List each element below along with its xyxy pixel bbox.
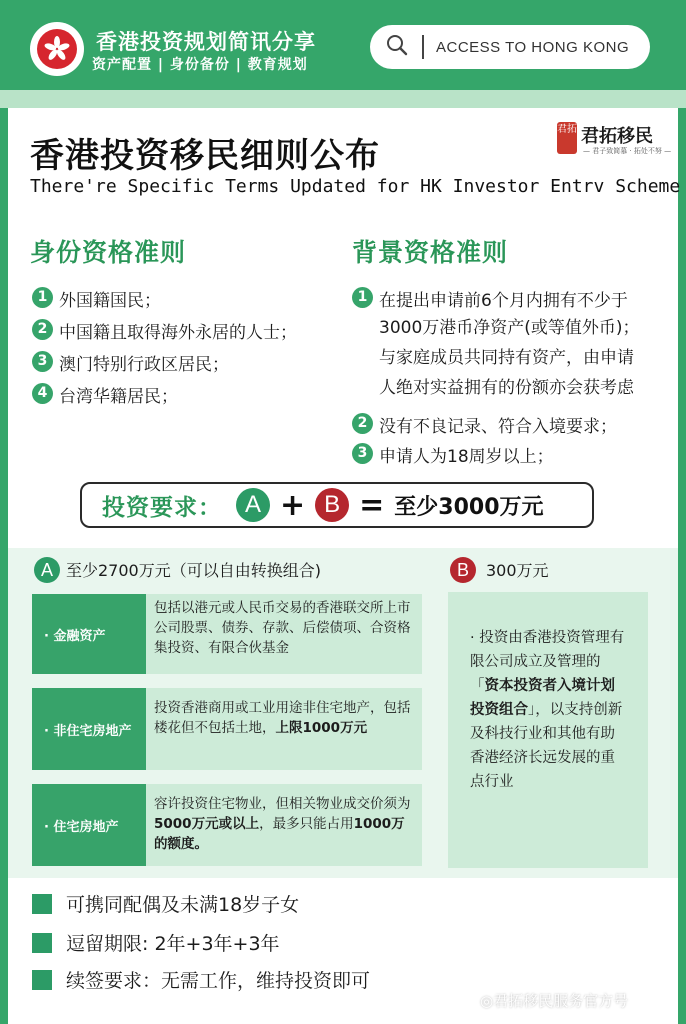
page-title: 香港投资移民细则公布	[30, 136, 380, 176]
badge-a: A	[236, 488, 270, 522]
background-item-line: 3000万港币净资产(或等值外币)；	[379, 318, 640, 338]
requirement-label: 投资要求：	[102, 494, 222, 521]
identity-item: 4 台湾华籍居民；	[32, 382, 178, 407]
watermark: ◎君拓移民服务官方号	[480, 992, 629, 1010]
background-item: 1 在提出申请前6个月内拥有不少于	[352, 286, 628, 311]
search-divider	[422, 35, 424, 59]
background-item-line: 人绝对实益拥有的份额亦会获考虑	[379, 378, 634, 398]
asset-row-nonresidential	[32, 688, 422, 770]
badge-b: B	[315, 488, 349, 522]
row-text: 容许投资住宅物业，但相关物业成交价须为5000万元或以上，最多只能占用1000万的额度。	[146, 784, 422, 866]
identity-item: 1 外国籍国民；	[32, 286, 161, 311]
frame-right	[678, 108, 686, 1024]
background-item: 3 申请人为18周岁以上；	[352, 442, 554, 467]
brand-seal: 君拓	[557, 122, 577, 154]
badge-b-small: B	[450, 557, 476, 583]
row-label: · 金融资产	[32, 594, 146, 674]
equals-sign: =	[359, 487, 385, 523]
background-heading: 背景资格准则	[352, 238, 509, 267]
row-label: · 住宅房地产	[32, 784, 146, 866]
option-a-label: 至少2700万元（可以自由转换组合)	[66, 561, 321, 580]
requirement-value: 至少3000万元	[394, 494, 544, 520]
square-bullet-icon	[32, 894, 52, 914]
frame-left	[0, 108, 8, 1024]
option-b-label: 300万元	[486, 561, 549, 580]
search-icon	[386, 34, 408, 60]
row-text: 包括以港元或人民币交易的香港联交所上市公司股票、债券、存款、后偿债项、合资格集投资、有限合伙基金	[146, 594, 422, 674]
background-item: 2 没有不良记录、符合入境要求；	[352, 412, 617, 437]
brand-logo	[557, 122, 675, 160]
row-label: · 非住宅房地产	[32, 688, 146, 770]
header-subtitle: 资产配置 | 身份备份 | 教育规划	[92, 57, 308, 73]
square-bullet-icon	[32, 970, 52, 990]
brand-name: 君拓移民	[581, 126, 653, 147]
brand-tagline: — 君子致简慕 · 拓处不努 —	[583, 147, 672, 155]
badge-a-small: A	[34, 557, 60, 583]
asset-row-financial	[32, 594, 422, 674]
identity-heading: 身份资格准则	[30, 238, 187, 267]
option-b-description: · 投资由香港投资管理有限公司成立及管理的「资本投资者入境计划投资组合」，以支持创新及科技行业和其他有助香港经济长远发展的重点行业	[448, 592, 648, 868]
page-subtitle-en: There're Specific Terms Updated for HK Investor Entrv Scheme	[30, 176, 681, 197]
investment-requirement-box	[80, 482, 594, 528]
background-item-line: 与家庭成员共同持有资产，由申请	[379, 348, 634, 368]
row-text: 投资香港商用或工业用途非住宅地产，包括楼花但不包括土地，上限1000万元	[146, 688, 422, 770]
header-title: 香港投资规划简讯分享	[96, 30, 316, 54]
identity-item: 2 中国籍且取得海外永居的人士；	[32, 318, 297, 343]
asset-row-residential	[32, 784, 422, 866]
search-bar[interactable]	[370, 25, 650, 69]
bullet-item: 续签要求：无需工作，维持投资即可	[32, 966, 370, 993]
plus-sign: +	[280, 487, 306, 523]
header-strip	[0, 90, 686, 108]
hk-emblem-icon	[30, 22, 84, 76]
bullet-item: 可携同配偶及未满18岁子女	[32, 890, 299, 917]
identity-item: 3 澳门特别行政区居民；	[32, 350, 229, 375]
bullet-item: 逗留期限: 2年+3年+3年	[32, 929, 280, 956]
square-bullet-icon	[32, 933, 52, 953]
search-text: ACCESS TO HONG KONG	[436, 38, 630, 56]
